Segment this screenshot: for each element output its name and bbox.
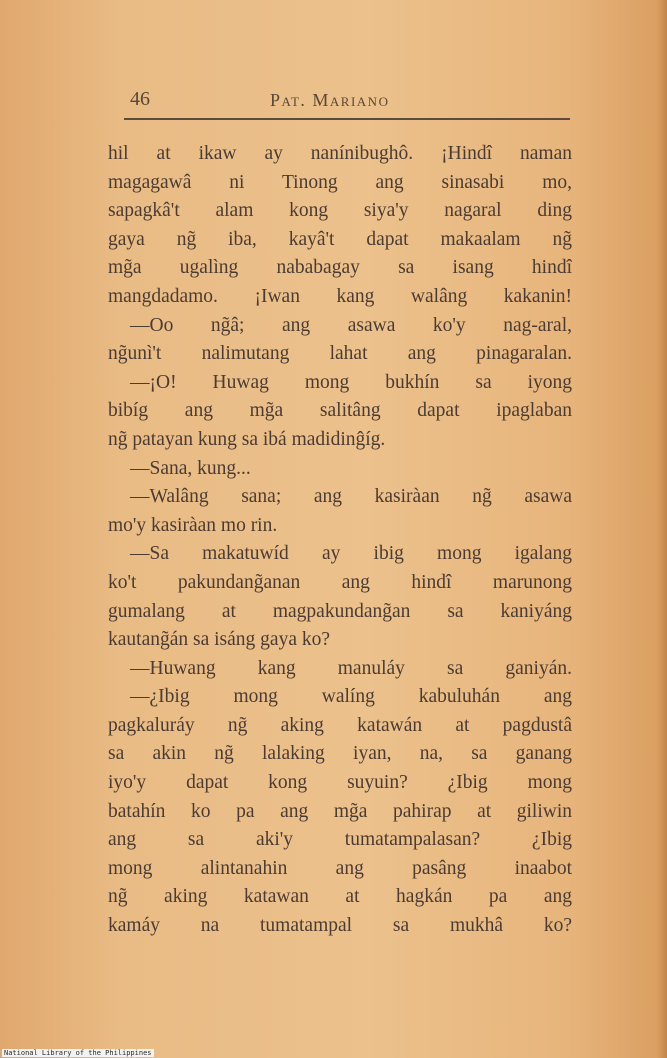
text-line-22: sa akin ng̃ lalaking iyan, na, sa ganang bbox=[108, 743, 572, 765]
text-line-8: ng̃unì't nalimutang lahat ang pinagaralan. bbox=[108, 343, 572, 365]
text-line-13: —Walâng sana; ang kasiràan ng̃ asawa bbox=[130, 486, 572, 508]
text-line-23: iyo'y dapat kong suyuin? ¿Ibig mong bbox=[108, 772, 572, 794]
text-line-27: ng̃ aking katawan at hagkán pa ang bbox=[108, 886, 572, 908]
text-line-21: pagkaluráy ng̃ aking katawán at pagdustâ bbox=[108, 714, 572, 736]
text-line-19: —Huwang kang manuláy sa ganiyán. bbox=[130, 657, 572, 679]
page-number: 46 bbox=[130, 88, 150, 110]
text-line-18: kautang̃án sa isáng gaya ko? bbox=[108, 629, 331, 651]
text-line-11: ng̃ patayan kung sa ibá madidinĝíg. bbox=[108, 428, 386, 450]
library-stamp: National Library of the Philippines bbox=[4, 1049, 152, 1057]
text-line-2: magagawâ ni Tinong ang sinasabi mo, bbox=[108, 171, 572, 193]
text-line-16: ko't pakundang̃anan ang hindî marunong bbox=[108, 571, 572, 593]
text-line-25: ang sa aki'y tumatampalasan? ¿Ibig bbox=[108, 829, 572, 851]
running-head bbox=[128, 86, 568, 118]
text-line-3: sapagkâ't alam kong siya'y nagaral ding bbox=[108, 200, 572, 222]
text-line-7: —Oo ng̃â; ang asawa ko'y nag-aral, bbox=[130, 314, 572, 336]
text-line-5: mg̃a ugalìng nababagay sa isang hindî bbox=[108, 257, 572, 279]
text-line-10: bibíg ang mg̃a salitâng dapat ipaglaban bbox=[108, 400, 572, 422]
text-line-1: hil at ikaw ay nanínibughô. ¡Hindî naman bbox=[108, 143, 572, 164]
text-line-26: mong alintanahin ang pasâng inaabot bbox=[108, 857, 572, 879]
text-line-4: gaya ng̃ iba, kayâ't dapat makaalam ng̃ bbox=[108, 228, 572, 250]
text-line-12: —Sana, kung... bbox=[130, 457, 251, 479]
text-line-28: kamáy na tumatampal sa mukhâ ko? bbox=[108, 915, 572, 937]
text-line-14: mo'y kasiràan mo rin. bbox=[108, 514, 278, 536]
text-line-24: batahín ko pa ang mg̃a pahirap at giliwin bbox=[108, 800, 572, 822]
text-line-17: gumalang at magpakundang̃an sa kaniyáng bbox=[108, 600, 572, 622]
text-line-20: —¿Ibig mong walíng kabuluhán ang bbox=[130, 686, 572, 708]
text-line-6: mangdadamo. ¡Iwan kang walâng kakanin! bbox=[108, 285, 572, 307]
text-line-9: —¡O! Huwag mong bukhín sa iyong bbox=[130, 371, 572, 393]
running-title: Pat. Mariano bbox=[270, 90, 390, 110]
page-edge-shadow bbox=[657, 0, 667, 1058]
header-rule bbox=[124, 118, 570, 120]
body-text bbox=[108, 140, 572, 941]
text-line-15: —Sa makatuwíd ay ibig mong igalang bbox=[130, 543, 572, 565]
